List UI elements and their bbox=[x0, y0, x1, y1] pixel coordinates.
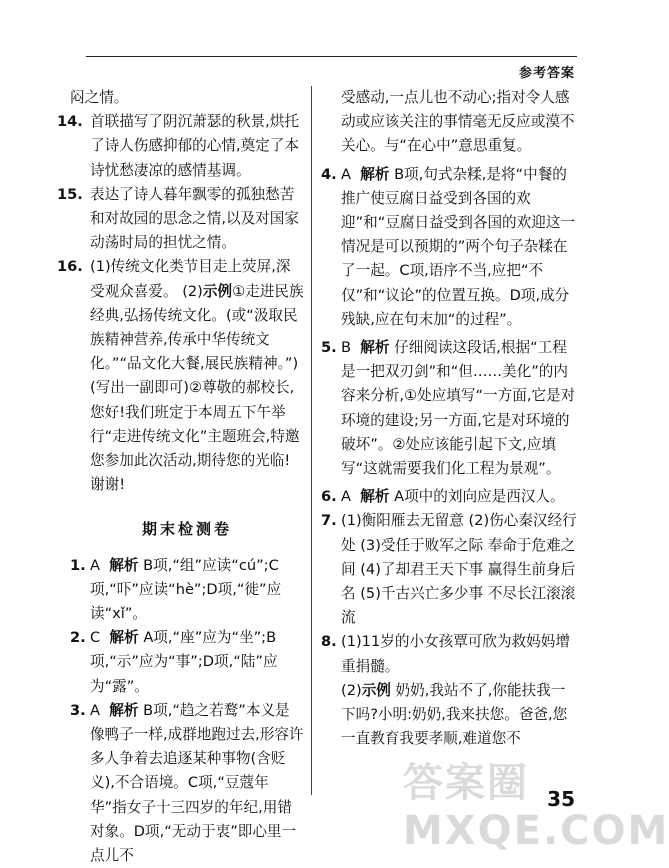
analysis-text: B项,“趋之若鹜”本义是像鸭子一样,成群地跑过去,形容许多人争着去追逐某种事物(含贬义),不合语境。C项,“豆蔻年华”指女子十三四岁的年纪,用错对象。D项,“无动于衷”即心里一点儿不 bbox=[90, 701, 304, 865]
answer-choice: A bbox=[341, 488, 351, 506]
right-column bbox=[321, 86, 579, 751]
answer-part-b: ①走进民族经典,弘扬传统文化。(或“汲取民族精神营养,传承中华传统文化。”“品文化大餐,展民族精神。”)(写出一副即可)②尊敬的郝校长,您好!我们班定于本周五下午举行“走进传统文化”主题班会,特邀您参加此次活动,期待您的光临!谢谢! bbox=[90, 282, 304, 494]
answer-text bbox=[90, 699, 304, 868]
answer-text bbox=[341, 485, 579, 509]
example-label: 示例 bbox=[202, 282, 233, 300]
analysis-text: B项,句式杂糅,是将“中餐的推广使豆腐日益受到各国的欢迎”和“豆腐日益受到各国的欢迎这一情况是可以预期的”两个句子杂糅在了一起。C项,语序不当,应把“不仅”和“议论”的位置互换。D项,成分残缺,应在句末加“的过程”。 bbox=[341, 165, 576, 328]
header-rule bbox=[86, 56, 577, 57]
answer-text: (1)衡阳雁去无留意 (2)伤心秦汉经行处 (3)受任于败军之际 奉命于危难之间 (4)了却君王天下事 赢得生前身后名 (5)千古兴亡多少事 不尽长江滚滚流 bbox=[341, 512, 577, 627]
left-column bbox=[57, 86, 304, 868]
column-divider bbox=[311, 86, 312, 795]
answer-number: 8. bbox=[321, 633, 337, 651]
answer-text bbox=[90, 554, 304, 627]
analysis-text: A项中的刘向应是西汉人。 bbox=[394, 488, 565, 506]
answer-number: 15. bbox=[57, 185, 83, 203]
continued-text: 闷之情。 bbox=[70, 89, 129, 106]
continued-text: 受感动,一点儿也不动心;指对令人感动或应该关注的事情毫无反应或漠不关心。与“在心中”意思重复。 bbox=[341, 89, 575, 155]
answer-number: 3. bbox=[70, 701, 86, 719]
answer-text: (1)11岁的小女孩覃可欣为救妈妈增重捐髓。 bbox=[341, 633, 570, 675]
answer-2 bbox=[70, 626, 304, 699]
answer-text: 首联描写了阴沉萧瑟的秋景,烘托了诗人伤感抑郁的心情,奠定了本诗忧愁凄凉的感情基调。 bbox=[90, 113, 299, 179]
answer-number: 6. bbox=[321, 488, 337, 506]
answer-6 bbox=[321, 485, 579, 509]
answer-choice: A bbox=[90, 556, 100, 574]
answer-text bbox=[90, 255, 304, 497]
answer-7 bbox=[321, 509, 579, 630]
answer-8 bbox=[321, 630, 579, 751]
answer-text bbox=[90, 626, 304, 699]
answer-choice: B bbox=[341, 339, 352, 357]
answer-4 bbox=[321, 163, 579, 332]
answer-text bbox=[341, 336, 579, 481]
answer-choice: C bbox=[90, 629, 101, 647]
analysis-label: 解析 bbox=[109, 629, 139, 647]
answer-14 bbox=[57, 110, 304, 183]
answer-text-2 bbox=[341, 679, 579, 752]
analysis-text: A项,“座”应为“坐”;B项,“示”应为“事”;D项,“陆”应为“露”。 bbox=[90, 629, 278, 695]
answer-1 bbox=[70, 554, 304, 627]
example-label: 示例 bbox=[361, 681, 391, 699]
answer-text: 表达了诗人暮年飘零的孤独愁苦和对故园的思念之情,以及对国家动荡时局的担忧之情。 bbox=[90, 185, 299, 252]
analysis-label: 解析 bbox=[109, 701, 139, 719]
answer-part-prefix: (2) bbox=[341, 681, 362, 699]
page-number: 35 bbox=[547, 787, 575, 811]
answer-choice: A bbox=[341, 165, 351, 183]
analysis-label: 解析 bbox=[360, 165, 390, 183]
answer-part-a: (1)传统文化类节目走上荧屏,深受观众喜爱。 (2) bbox=[90, 258, 291, 300]
analysis-text: B项,“组”应读“cú”;C项,“吓”应读“hè”;D项,“徙”应读“xǐ”。 bbox=[90, 556, 282, 623]
answer-16 bbox=[57, 255, 304, 497]
answer-number: 14. bbox=[57, 113, 83, 131]
analysis-text: 仔细阅读这段话,根据“工程是一把双刃剑”和“但……美化”的内容来分析,①处应填写“一方面,它是对环境的建设;另一方面,它是对环境的破坏”。②处应该能引起下文,应填写“这就需要我们化工程为景观”。 bbox=[341, 339, 576, 478]
answer-15 bbox=[57, 183, 304, 256]
answer-number: 1. bbox=[70, 556, 86, 574]
answer-number: 16. bbox=[57, 258, 83, 276]
section-title: 期末检测卷 bbox=[141, 520, 232, 539]
analysis-label: 解析 bbox=[109, 556, 139, 574]
answer-text bbox=[341, 163, 579, 332]
watermark-logo: 答案圈 MXQE.COM bbox=[403, 760, 669, 854]
header-label: 参考答案 bbox=[518, 66, 575, 81]
analysis-label: 解析 bbox=[360, 488, 390, 506]
answer-choice: A bbox=[90, 701, 100, 719]
answer-number: 2. bbox=[70, 629, 86, 647]
answer-5 bbox=[321, 336, 579, 481]
answer-number: 7. bbox=[321, 512, 337, 530]
answer-number: 4. bbox=[321, 165, 337, 183]
answer-part-b: 奶奶,我站不了,你能扶我一下吗?小明:奶奶,我来扶您。爸爸,您一直教育我要孝顺,难道您不 bbox=[341, 681, 568, 748]
answer-number: 5. bbox=[321, 339, 337, 357]
answer-3 bbox=[70, 699, 304, 868]
analysis-label: 解析 bbox=[360, 339, 390, 357]
